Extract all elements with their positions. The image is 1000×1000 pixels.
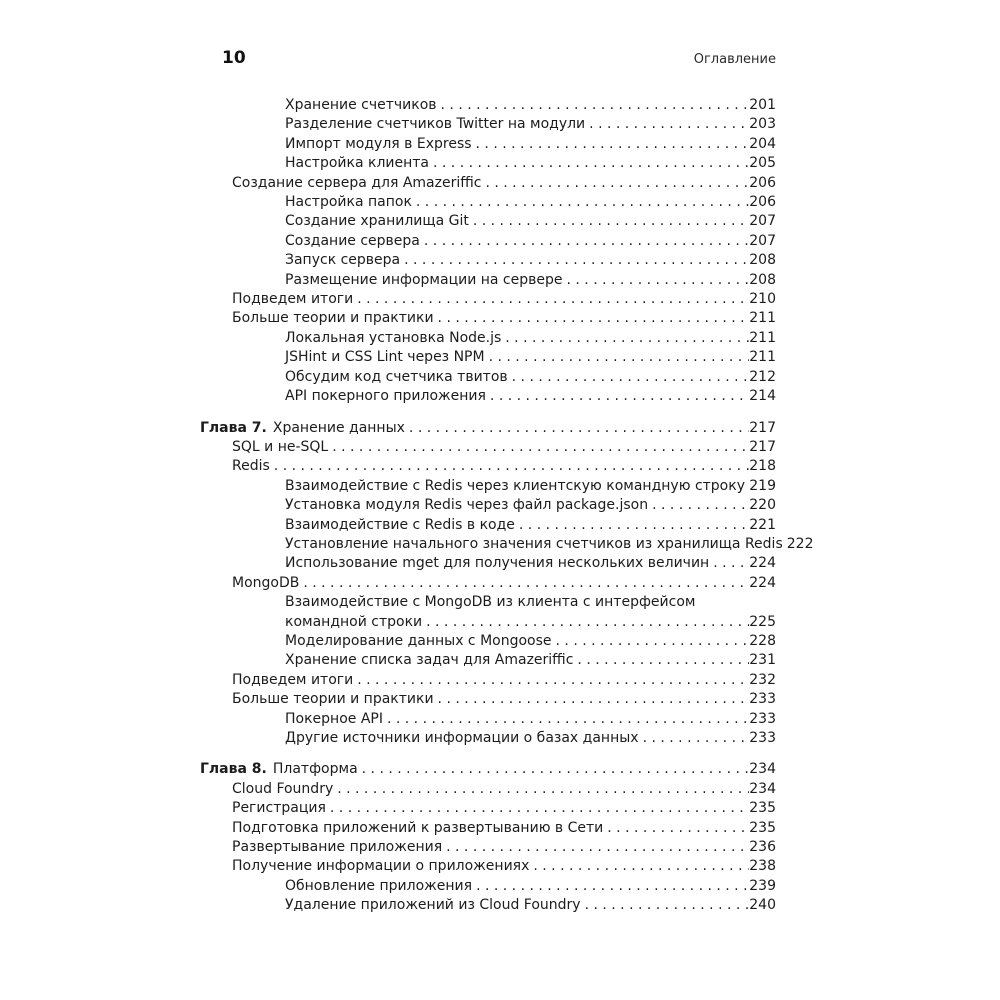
toc-entry (200, 799, 776, 818)
toc-entry-title: Больше теории и практики (232, 310, 434, 327)
dot-leader (490, 387, 749, 406)
toc-entry-page-number: 225 (749, 613, 776, 630)
toc-entry-page-number: 206 (749, 174, 776, 191)
page-header (200, 48, 776, 68)
dot-leader (607, 819, 749, 838)
toc-entry (200, 535, 814, 554)
dot-leader (433, 154, 749, 173)
dot-leader (404, 251, 749, 270)
toc-entry (200, 613, 776, 632)
toc-entry-page-number: 208 (749, 252, 776, 269)
toc-entry-title: Взаимодействие с MongoDB из клиента с интерфейсом (285, 594, 696, 611)
toc-entry (200, 710, 776, 729)
toc-entry (200, 96, 776, 115)
toc-entry-page-number: 233 (749, 710, 776, 727)
toc-entry-page-number: 235 (749, 800, 776, 817)
dot-leader (577, 651, 749, 670)
dot-leader (485, 174, 749, 193)
toc-entry (200, 174, 776, 193)
toc-entry-page-number: 207 (749, 232, 776, 249)
dot-leader (303, 574, 749, 593)
toc-entry (200, 690, 776, 709)
toc-entry (200, 387, 776, 406)
toc-entry-page-number: 217 (749, 419, 776, 436)
toc-entry-page-number: 224 (749, 555, 776, 572)
toc-entry (200, 516, 776, 535)
dot-leader (337, 780, 749, 799)
toc-entry (200, 135, 776, 154)
toc-entry-title: Удаление приложений из Cloud Foundry (285, 897, 581, 914)
toc-entry-page-number: 224 (749, 574, 776, 591)
toc-entry (200, 193, 776, 212)
toc-entry-title: Платформа (272, 761, 358, 778)
toc-entry-page-number: 233 (749, 691, 776, 708)
dot-leader (473, 212, 749, 231)
toc-entry-page-number: 239 (749, 877, 776, 894)
toc-entry-page-number: 236 (749, 839, 776, 856)
toc-entry-title: Регистрация (232, 800, 326, 817)
toc-entry-page-number: 217 (749, 438, 776, 455)
dot-leader (713, 554, 749, 573)
table-of-contents (200, 96, 814, 916)
toc-entry-page-number: 228 (749, 632, 776, 649)
dot-leader (332, 438, 749, 457)
toc-entry (200, 212, 776, 231)
toc-entry-page-number: 218 (749, 458, 776, 475)
toc-entry-page-number: 231 (749, 652, 776, 669)
toc-entry-title: Размещение информации на сервере (285, 271, 563, 288)
toc-entry (200, 729, 776, 748)
toc-entry-title: Подведем итоги (232, 671, 354, 688)
toc-entry (200, 896, 776, 915)
toc-entry-title: Хранение данных (272, 419, 405, 436)
toc-entry-page-number: 210 (749, 291, 776, 308)
toc-entry-title: JSHint и CSS Lint через NPM (285, 349, 485, 366)
toc-entry (200, 838, 776, 857)
toc-entry (200, 232, 776, 251)
toc-entry (200, 671, 776, 690)
toc-entry (200, 457, 776, 476)
folio-page-number: 10 (222, 48, 246, 68)
running-head-title: Оглавление (693, 52, 776, 67)
toc-entry-title: Развертывание приложения (232, 839, 443, 856)
toc-entry-title: SQL и не-SQL (232, 438, 329, 455)
toc-entry-title: Хранение списка задач для Amazeriffic (285, 652, 574, 669)
toc-entry-page-number: 238 (749, 858, 776, 875)
toc-entry-page-number: 212 (749, 368, 776, 385)
toc-entry-title: Локальная установка Node.js (285, 329, 502, 346)
toc-entry (200, 819, 776, 838)
dot-leader (357, 671, 749, 690)
toc-entry-page-number: 214 (749, 388, 776, 405)
toc-entry-page-number: 211 (749, 310, 776, 327)
toc-entry-page-number: 234 (749, 761, 776, 778)
toc-entry-title: Получение информации о приложениях (232, 858, 530, 875)
toc-entry-page-number: 235 (749, 819, 776, 836)
dot-leader (589, 115, 749, 134)
toc-entry-title: Подготовка приложений к развертыванию в Сети (232, 819, 604, 836)
toc-entry (200, 496, 776, 515)
toc-entry (200, 309, 776, 328)
toc-entry-title: Обновление приложения (285, 877, 473, 894)
toc-entry-page-number: 240 (749, 897, 776, 914)
toc-entry-title: Redis (232, 458, 270, 475)
toc-entry (200, 419, 776, 438)
toc-entry-title: Обсудим код счетчика твитов (285, 368, 508, 385)
toc-entry-page-number: 220 (749, 497, 776, 514)
toc-entry-page-number: 203 (749, 116, 776, 133)
dot-leader (567, 271, 750, 290)
toc-entry-page-number: 207 (749, 213, 776, 230)
toc-entry (200, 857, 776, 876)
dot-leader (519, 516, 749, 535)
dot-leader (446, 838, 749, 857)
toc-entry-title: Другие источники информации о базах данных (285, 730, 639, 746)
toc-entry-title: Настройка клиента (285, 155, 429, 172)
toc-entry-title: Создание хранилища Git (285, 213, 469, 230)
dot-leader (416, 193, 749, 212)
dot-leader (441, 96, 750, 115)
dot-leader (438, 309, 750, 328)
toc-entry-page-number: 234 (749, 780, 776, 797)
chapter-number-label: Глава 7. (200, 419, 267, 436)
dot-leader (357, 290, 749, 309)
dot-leader (489, 348, 750, 367)
dot-leader (409, 419, 749, 438)
toc-entry (200, 593, 776, 612)
toc-entry-page-number: 204 (749, 135, 776, 152)
toc-entry-title: Покерное API (285, 710, 383, 727)
dot-leader (362, 760, 750, 779)
dot-leader (556, 632, 750, 651)
toc-entry (200, 477, 776, 496)
toc-entry-page-number: 219 (749, 477, 776, 494)
toc-entry-title: Создание сервера для Amazeriffic (232, 174, 482, 191)
toc-entry-title: Создание сервера (285, 232, 420, 249)
chapter-number-label: Глава 8. (200, 761, 267, 778)
toc-entry (200, 251, 776, 270)
toc-entry-page-number: 205 (749, 155, 776, 172)
toc-entry-title: Хранение счетчиков (285, 97, 437, 113)
toc-entry-title: Взаимодействие с Redis через клиентскую командную строку (285, 477, 745, 494)
toc-entry (200, 368, 776, 387)
toc-entry-page-number: 232 (749, 671, 776, 688)
toc-entry-title: Cloud Foundry (232, 780, 334, 797)
toc-entry-title: Разделение счетчиков Twitter на модули (285, 116, 586, 133)
toc-entry-title: Установка модуля Redis через файл package.json (285, 497, 649, 514)
toc-entry-title: Импорт модуля в Express (285, 135, 472, 152)
toc-entry (200, 632, 776, 651)
dot-leader (426, 613, 749, 632)
toc-entry-title: Больше теории и практики (232, 691, 434, 708)
toc-entry-title: API покерного приложения (285, 388, 486, 405)
page-content (200, 48, 814, 916)
toc-entry-title: Использование mget для получения нескольких величин (285, 555, 710, 572)
toc-entry-page-number: 211 (749, 329, 776, 346)
toc-entry-title: Настройка папок (285, 194, 412, 211)
toc-entry-page-number: 222 (786, 535, 814, 552)
dot-leader (330, 799, 749, 818)
toc-entry-page-number: 233 (749, 730, 776, 746)
toc-entry (200, 760, 776, 779)
toc-entry (200, 438, 776, 457)
dot-leader (505, 329, 749, 348)
dot-leader (274, 457, 749, 476)
toc-entry (200, 348, 776, 367)
toc-entry-title: Взаимодействие с Redis в коде (285, 516, 515, 533)
toc-entry-page-number: 221 (749, 516, 776, 533)
dot-leader (476, 877, 749, 896)
toc-entry (200, 554, 776, 573)
toc-entry (200, 574, 776, 593)
dot-leader (585, 896, 750, 915)
dot-leader (476, 135, 750, 154)
dot-leader (387, 710, 749, 729)
toc-entry-title: Подведем итоги (232, 291, 354, 308)
toc-entry (200, 115, 776, 134)
toc-entry-page-number: 201 (749, 97, 776, 113)
toc-entry-title: MongoDB (232, 574, 300, 591)
toc-entry (200, 780, 776, 799)
toc-entry (200, 329, 776, 348)
toc-entry (200, 290, 776, 309)
toc-entry-title: Запуск сервера (285, 252, 401, 269)
toc-entry-page-number: 206 (749, 194, 776, 211)
toc-entry (200, 651, 776, 670)
dot-leader (512, 368, 750, 387)
toc-entry (200, 154, 776, 173)
dot-leader (652, 496, 749, 515)
dot-leader (438, 690, 750, 709)
toc-entry-title: командной строки (285, 613, 423, 630)
toc-entry-page-number: 211 (749, 349, 776, 366)
toc-entry-title: Моделирование данных с Mongoose (285, 632, 552, 649)
dot-leader (424, 232, 749, 251)
dot-leader (533, 857, 749, 876)
dot-leader (643, 729, 750, 748)
toc-entry (200, 877, 776, 896)
toc-entry-page-number: 208 (749, 271, 776, 288)
toc-entry-title: Установление начального значения счетчиков из хранилища Redis (285, 535, 783, 552)
toc-entry (200, 271, 776, 290)
